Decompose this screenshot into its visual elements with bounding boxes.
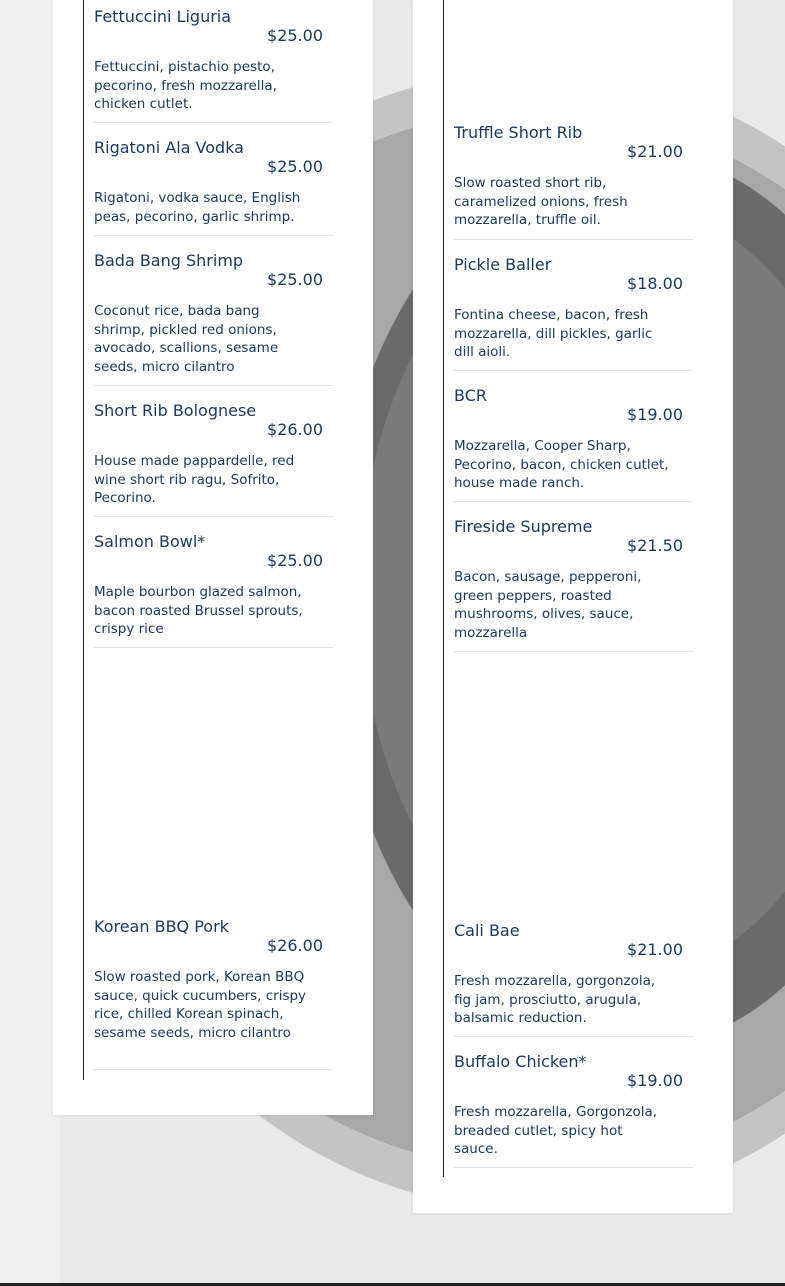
menu-item[interactable]: [454, 255, 693, 371]
menu-item-price: $21.00: [627, 940, 683, 959]
menu-item-name: Short Rib Bolognese: [94, 401, 257, 420]
menu-item-name: Pickle Baller: [454, 255, 552, 274]
menu-item-description: Fettuccini, pistachio pesto, pecorino, fresh mozzarella, chicken cutlet.: [94, 59, 277, 112]
menu-item-description: Bacon, sausage, pepperoni, green peppers, roasted mushrooms, olives, sauce, mozzarella: [454, 569, 642, 641]
column-divider: [83, 0, 84, 1080]
menu-item[interactable]: [94, 251, 333, 386]
menu-item-description: Fresh mozzarella, gorgonzola, fig jam, prosciutto, arugula, balsamic reduction.: [454, 973, 656, 1026]
menu-item-price: $21.50: [627, 536, 683, 555]
menu-item[interactable]: [94, 532, 333, 648]
menu-item-price: $19.00: [627, 405, 683, 424]
menu-item-description: Fresh mozzarella, Gorgonzola, breaded cutlet, spicy hot sauce.: [454, 1104, 658, 1157]
menu-item-name: Korean BBQ Pork: [94, 917, 229, 936]
menu-item-description: Mozzarella, Cooper Sharp, Pecorino, bacon, chicken cutlet, house made ranch.: [454, 438, 669, 491]
menu-item-price: $25.00: [267, 26, 323, 45]
menu-item-description: Fontina cheese, bacon, fresh mozzarella, dill pickles, garlic dill aioli.: [454, 307, 653, 360]
menu-item-name: Truffle Short Rib: [454, 123, 583, 142]
menu-item-name: Fettuccini Liguria: [94, 7, 232, 26]
menu-item[interactable]: [94, 138, 333, 236]
menu-item-price: $25.00: [267, 270, 323, 289]
menu-item-description: Slow roasted short rib, caramelized onions, fresh mozzarella, truffle oil.: [454, 175, 628, 228]
menu-item-price: $25.00: [267, 157, 323, 176]
menu-item-price: $26.00: [267, 420, 323, 439]
menu-item-price: $18.00: [627, 274, 683, 293]
menu-card-right: [413, 0, 733, 1213]
menu-item-description: Rigatoni, vodka sauce, English peas, pecorino, garlic shrimp.: [94, 190, 301, 225]
menu-item[interactable]: [454, 386, 693, 502]
menu-item-description: House made pappardelle, red wine short rib ragu, Sofrito, Pecorino.: [94, 453, 295, 506]
menu-item-name: Cali Bae: [454, 921, 520, 940]
menu-item-name: Fireside Supreme: [454, 517, 593, 536]
menu-item[interactable]: [94, 7, 333, 123]
menu-item-description: Maple bourbon glazed salmon, bacon roasted Brussel sprouts, crispy rice: [94, 584, 303, 637]
menu-item-name: BCR: [454, 386, 487, 405]
menu-item-name: Buffalo Chicken*: [454, 1052, 587, 1071]
menu-item-name: Bada Bang Shrimp: [94, 251, 244, 270]
menu-item-description: Coconut rice, bada bang shrimp, pickled red onions, avocado, scallions, sesame seeds, micro cilantro: [94, 303, 279, 375]
menu-item-description: Slow roasted pork, Korean BBQ sauce, quick cucumbers, crispy rice, chilled Korean spinach, sesame seeds, micro cilantro: [94, 969, 307, 1041]
menu-item[interactable]: [454, 1052, 693, 1168]
menu-item-price: $25.00: [267, 551, 323, 570]
column-divider: [443, 0, 444, 1177]
menu-item-name: Salmon Bowl*: [94, 532, 206, 551]
menu-item[interactable]: [454, 123, 693, 240]
menu-item[interactable]: [94, 401, 333, 517]
menu-item-name: Rigatoni Ala Vodka: [94, 138, 244, 157]
menu-item[interactable]: [454, 517, 693, 652]
menu-item[interactable]: [94, 917, 333, 1070]
menu-item[interactable]: [454, 921, 693, 1037]
menu-item-price: $26.00: [267, 936, 323, 955]
menu-item-price: $19.00: [627, 1071, 683, 1090]
menu-item-price: $21.00: [627, 142, 683, 161]
menu-card-left: [53, 0, 373, 1115]
